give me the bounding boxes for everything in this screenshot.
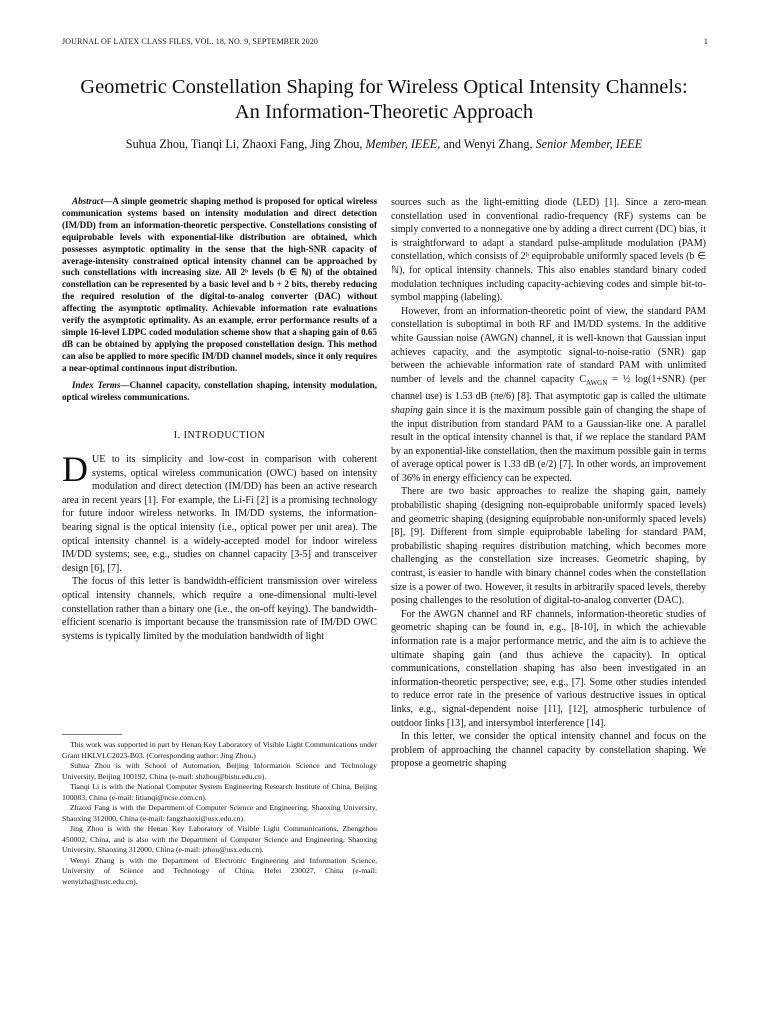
abstract-lead: Abstract bbox=[72, 196, 104, 206]
footnote-rule bbox=[62, 734, 122, 735]
footnote-affiliation-4: Jing Zhou is with the Henan Key Laboratory of Visible Light Communications, Zhengzhou 450002, China, and is also with the Department of Computer Science and Engineering, Shaoxing University, Shaoxing 312000, China (e-mail: jzhou@usx.edu.cn). bbox=[62, 824, 377, 854]
footnotes bbox=[62, 740, 377, 887]
title-line-1: Geometric Constellation Shaping for Wireless Optical Intensity Channels: bbox=[80, 76, 688, 98]
body-paragraph-2-c: gain since it is the maximum possible gain of changing the shape of the input distribution from standard PAM to a Gaussian-like one. A parallel result in the optical intensity channel is that, if we replace the standard PAM by an exponential-like constellation, then the maximum possible gain in terms of average optical power is 1.33 dB (e/2) [7]. In other words, an improvement of 36% in energy efficiency can be expected. bbox=[391, 404, 706, 484]
drop-cap: D bbox=[62, 449, 88, 489]
senior-member-affix: Senior Member, IEEE bbox=[535, 137, 643, 151]
index-terms-text: —Channel capacity, constellation shaping, intensity modulation, optical wireless communications. bbox=[62, 379, 377, 402]
footnote-affiliation-1: Suhua Zhou is with School of Automation, Beijing Information Science and Technology University, Beijing 100192, China (e-mail: shzhou@bistu.edu.cn). bbox=[62, 761, 377, 781]
shaping-emphasis: shaping bbox=[391, 404, 423, 416]
section-heading-introduction: I. INTRODUCTION bbox=[173, 430, 266, 442]
running-head bbox=[62, 37, 708, 49]
body-paragraph-3: There are two basic approaches to realize the shaping gain, namely probabilistic shaping (designing non-equiprobable uniformly spaced levels) and geometric shaping (designing equiprobable non-uniformly spaced levels) [8], [9]. Different from simple equiprobable labeling for standard PAM, probabilistic shaping requires distribution matching, which becomes more challenging as the constellation size increases. Geometric shaping, by contrast, is easier to handle with binary channel codes when the constellation size is a power of two. However, it results in arbitrarily spaced levels, thereby posing challenges to the resolution of digital-to-analog converter (DAC). bbox=[391, 486, 706, 607]
author-names: Suhua Zhou, Tianqi Li, Zhaoxi Fang, Jing Zhou, bbox=[125, 137, 366, 151]
index-terms bbox=[62, 380, 377, 404]
body-paragraph-2-a: However, from an information-theoretic point of view, the standard PAM constellation is suboptimal in both RF and IM/DD systems. In the additive white Gaussian noise (AWGN) channel, it is well-known that Gaussian input achieves capacity, and the asymptotic signal-to-noise-ratio (SNR) gap between the achievable information rate of standard PAM with unlimited number of levels and the channel capacity C bbox=[391, 305, 706, 385]
awgn-subscript: AWGN bbox=[586, 378, 608, 387]
title-line-2: An Information-Theoretic Approach bbox=[234, 101, 534, 123]
left-column bbox=[62, 196, 377, 643]
index-terms-lead: Index Terms bbox=[72, 379, 121, 390]
author-list bbox=[40, 136, 728, 152]
page-number: 1 bbox=[703, 37, 708, 46]
footnote-affiliation-5: Wenyi Zhang is with the Department of Electronic Engineering and Information Science, University of Science and Technology of China, Hefei 230027, China (e-mail: wenyizha@ustc.edu.cn). bbox=[62, 855, 377, 886]
body-paragraph-5: In this letter, we consider the optical intensity channel and focus on the problem of approaching the channel capacity by constellation shaping. We propose a geometric shaping bbox=[391, 731, 706, 770]
body-paragraph-2-b: = ½ log(1+SNR) (per channel use) is 1.53 dB (πe/6) [8]. That asymptotic gap is called the ultimate bbox=[391, 373, 707, 403]
abstract-text: —A simple geometric shaping method is proposed for optical wireless communication systems based on intensity modulation and direct detection (IM/DD) from an information-theoretic perspective. Constellations consisting of equiprobable levels with exponential-like distribution are obtained, which possesses asymptotic optimality in the sense that the high-SNR capacity of average-intensity constrained optical intensity channel can be approached by such constellations with increasing size. All 2ᵇ levels (b ∈ ℕ) of the obtained constellation can be represented by a basic level and b + 2 bits, thereby reducing the required resolution of the digital-to-analog converter (DAC) without affecting the asymptotic optimality. Achievable information rate evaluations verify the asymptotic optimality. As an example, error performance results of a simple 16-level LDPC coded modulation scheme show that a shaping gain of 0.65 dB can be obtained by applying the proposed constellation design. This method can also be applied to more specific IM/DD channel models, since it only requires a near-optimal continuous input distribution. bbox=[62, 196, 377, 373]
intro-paragraph-1-text: UE to its simplicity and low-cost in comparison with coherent systems, optical wireless communication (OWC) based on intensity modulation and direct detection (IM/DD) has been an active research area in recent years [1]. For example, the Li-Fi [2] is a promising technology for future indoor wireless networks. In IM/DD systems, the information-bearing signal is the optical intensity (i.e., optical power per unit area). The optical intensity channel is a widely-accepted model for indoor wireless IM/DD systems; see, e.g., studies on channel capacity [3-5] and transceiver design [6], [7]. bbox=[62, 454, 377, 574]
paper-title bbox=[40, 75, 728, 125]
intro-paragraph-2: The focus of this letter is bandwidth-efficient transmission over wireless optical intensity channels, which require a one-dimensional multi-level constellation rather than a binary one (i.e., the on-off keying). The bandwidth-efficient scenario is important because the transmission rate of IM/DD OWC systems is typically limited by the modulation bandwidth of light bbox=[62, 576, 377, 642]
journal-name: JOURNAL OF LATEX CLASS FILES, VOL. 18, NO. 9, SEPTEMBER 2020 bbox=[62, 37, 319, 46]
footnote-funding: This work was supported in part by Henan Key Laboratory of Visible Light Communications under Grant HKLVLC2023-B03. (Corresponding author: Jing Zhou.) bbox=[62, 740, 377, 760]
author-and: , and Wenyi Zhang, bbox=[437, 137, 536, 151]
body-paragraph-2 bbox=[391, 305, 706, 486]
footnote-affiliation-3: Zhaoxi Fang is with the Department of Computer Science and Engineering, Shaoxing University, Shaoxing 312000, China (e-mail: fangzhaoxi@usx.edu.cn). bbox=[62, 803, 377, 823]
abstract bbox=[62, 196, 377, 375]
body-paragraph-4: For the AWGN channel and RF channels, information-theoretic studies of geometric shaping can be found in, e.g., [8-10], in which the achievable information rate is a major performance metric, and the aim is to achieve the ultimate shaping gain (and thus achieve the capacity). In optical communications, constellation shaping has also been investigated in an information-theoretic perspective; see, e.g., [7]. Some other studies intended to reduce error rate in the presence of various destructive issues in optical links, e.g., signal-dependent noise [11], [12], atmospheric turbulence of outdoor links [13], and intersymbol interference [14]. bbox=[391, 608, 706, 729]
body-paragraph-1: sources such as the light-emitting diode (LED) [1]. Since a zero-mean constellation used in conventional radio-frequency (RF) systems can be simply converted to a nonnegative one by adding a direct current (DC) bias, it is straightforward to adapt a standard pulse-amplitude modulation (PAM) constellation, which consists of 2ᵇ equiprobable uniformly spaced levels (b ∈ ℕ), for optical intensity channels. This also enables standard binary coded modulation techniques including capacity-achieving codes and simple bit-to-symbol mapping (labeling). bbox=[391, 197, 706, 304]
right-column bbox=[391, 196, 706, 771]
footnote-affiliation-2: Tianqi Li is with the National Computer System Engineering Research Institute of China, Beijing 100083, China (e-mail: litianqi@ncse.com.cn). bbox=[62, 782, 377, 802]
intro-paragraph-1 bbox=[62, 449, 377, 575]
member-affix: Member, IEEE bbox=[365, 137, 438, 151]
